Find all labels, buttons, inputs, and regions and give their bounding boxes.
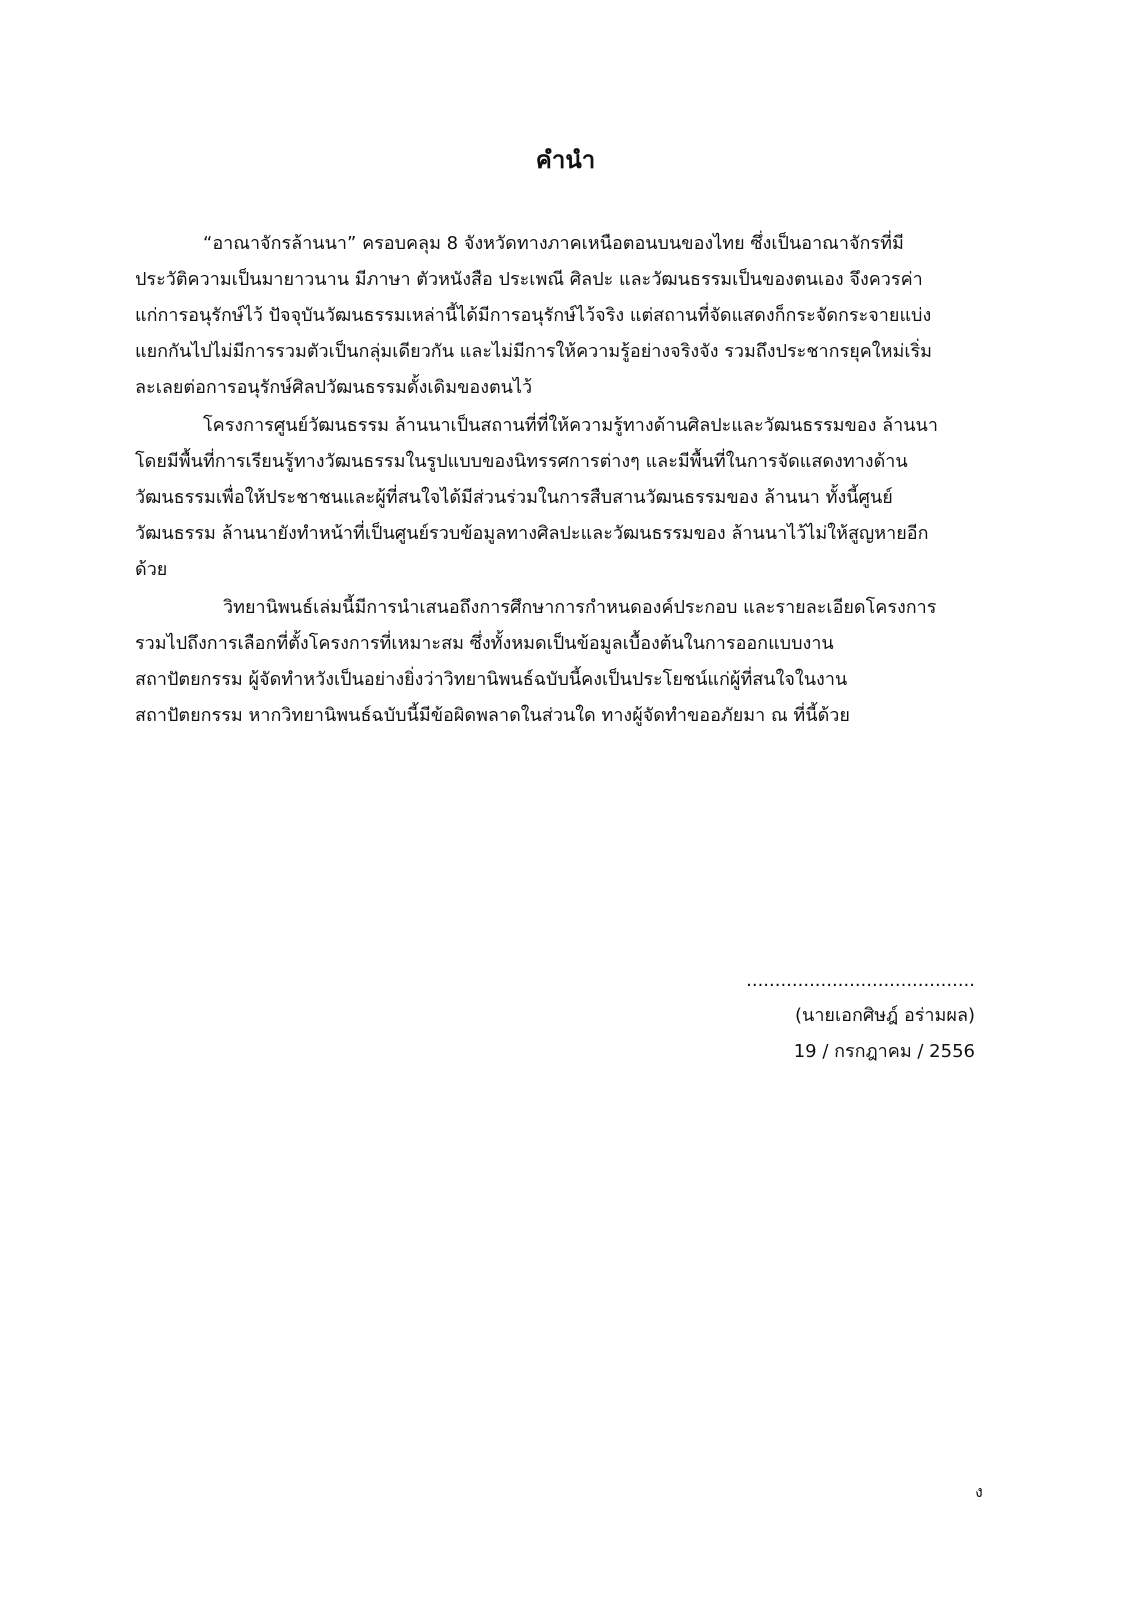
paragraph-line: โครงการศูนย์วัฒนธรรม ล้านนาเป็นสถานที่ที่ให้ความรู้ทางด้านศิลปะและวัฒนธรรมของ ล้านนา bbox=[203, 415, 938, 436]
page-title: คำนำ bbox=[535, 146, 596, 174]
paragraph-line: รวมไปถึงการเลือกที่ตั้งโครงการที่เหมาะสม ซึ่งทั้งหมดเป็นข้อมูลเบื้องต้นในการออกแบบงาน bbox=[135, 633, 834, 654]
paragraph-line: สถาปัตยกรรม ผู้จัดทำหวังเป็นอย่างยิ่งว่าวิทยานิพนธ์ฉบับนี้คงเป็นประโยชน์แก่ผู้ที่สนใจในงาน bbox=[135, 669, 848, 690]
signature-dots: ........................................ bbox=[746, 970, 975, 991]
signature-date: 19 / กรกฎาคม / 2556 bbox=[793, 1041, 975, 1062]
paragraph-line: สถาปัตยกรรม หากวิทยานิพนธ์ฉบับนี้มีข้อผิดพลาดในส่วนใด ทางผู้จัดทำขออภัยมา ณ ที่นี้ด้วย bbox=[135, 705, 850, 726]
signer-name: (นายเอกศิษฎ์ อร่ามผล) bbox=[795, 1005, 975, 1026]
paragraph-line: ละเลยต่อการอนุรักษ์ศิลปวัฒนธรรมดั้งเดิมของตนไว้ bbox=[135, 377, 533, 398]
paragraph-line: ประวัติความเป็นมายาวนาน มีภาษา ตัวหนังสือ ประเพณี ศิลปะ และวัฒนธรรมเป็นของตนเอง จึงควรค่า bbox=[135, 269, 923, 290]
paragraph-line: ด้วย bbox=[135, 559, 168, 580]
page-number: ง bbox=[975, 1482, 983, 1501]
paragraph-line: “อาณาจักรล้านนา” ครอบคลุม 8 จังหวัดทางภาคเหนือตอนบนของไทย ซึ่งเป็นอาณาจักรที่มี bbox=[203, 233, 904, 254]
paragraph-line: วัฒนธรรมเพื่อให้ประชาชนและผู้ที่สนใจได้มีส่วนร่วมในการสืบสานวัฒนธรรมของ ล้านนา ทั้งนี้ศูนย์ bbox=[135, 487, 893, 508]
paragraph-line: วัฒนธรรม ล้านนายังทำหน้าที่เป็นศูนย์รวบข้อมูลทางศิลปะและวัฒนธรรมของ ล้านนาไว้ไม่ให้สูญหายอีก bbox=[135, 523, 929, 544]
paragraph-line: โดยมีพื้นที่การเรียนรู้ทางวัฒนธรรมในรูปแบบของนิทรรศการต่างๆ และมีพื้นที่ในการจัดแสดงทางด้าน bbox=[135, 451, 908, 472]
paragraph-line: แยกกันไปไม่มีการรวมตัวเป็นกลุ่มเดียวกัน และไม่มีการให้ความรู้อย่างจริงจัง รวมถึงประชากรยุคใหม่เริ่ม bbox=[135, 341, 933, 362]
paragraph-line: แก่การอนุรักษ์ไว้ ปัจจุบันวัฒนธรรมเหล่านี้ได้มีการอนุรักษ์ไว้จริง แต่สถานที่จัดแสดงก็กระจัดกระจายแบ่ง bbox=[135, 305, 932, 326]
paragraph-line: วิทยานิพนธ์เล่มนี้มีการนำเสนอถึงการศึกษาการกำหนดองค์ประกอบ และรายละเอียดโครงการ bbox=[223, 597, 937, 618]
